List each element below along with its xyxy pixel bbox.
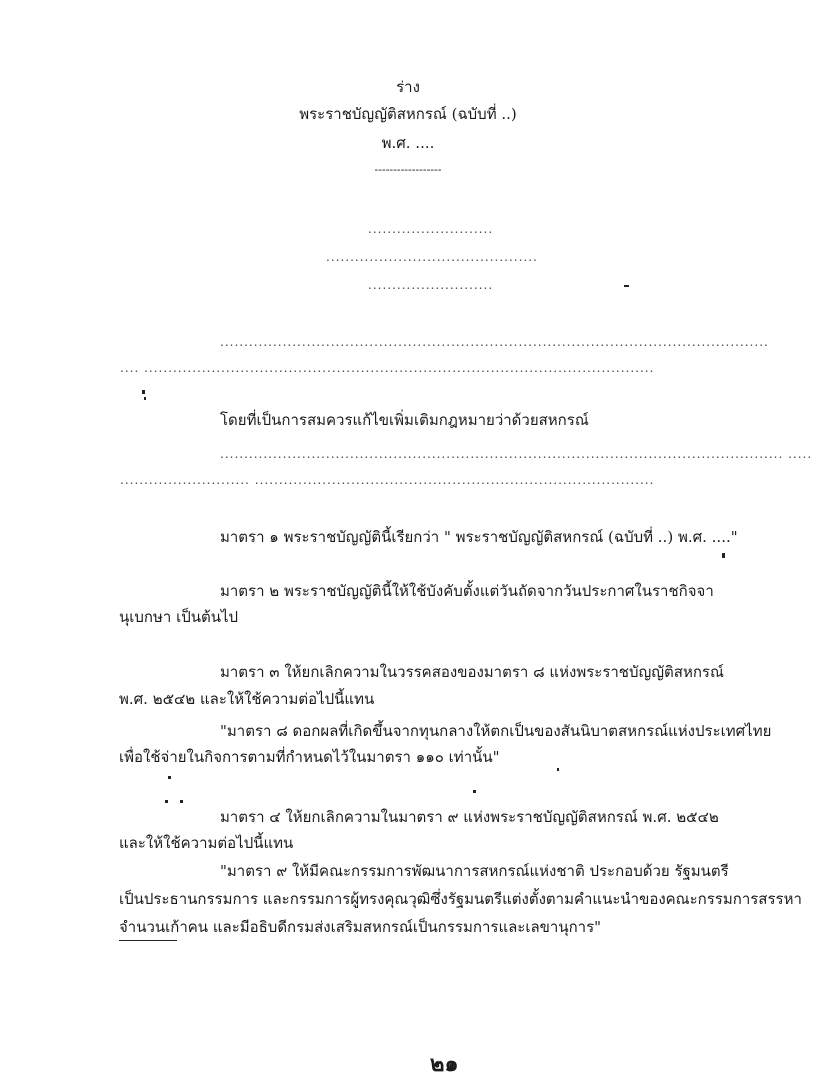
- page-number: ๒๑: [430, 1051, 459, 1077]
- title-rule: ------------------: [374, 163, 442, 176]
- section-4-line-1: มาตรา ๔ ให้ยกเลิกความในมาตรา ๙ แห่งพระราชบัญญัติสหกรณ์ พ.ศ. ๒๕๔๒: [220, 808, 719, 826]
- scan-speck: [722, 553, 725, 558]
- scan-speck: [165, 800, 168, 803]
- underline-mark: [119, 940, 177, 941]
- section-1: มาตรา ๑ พระราชบัญญัตินี้เรียกว่า " พระราชบัญญัติสหกรณ์ (ฉบับที่ ..) พ.ศ. ....": [220, 528, 738, 546]
- preamble-dots-para-a: ..................................................................................................................: [220, 335, 769, 349]
- preamble-dots-1: ..........................: [368, 222, 494, 236]
- document-title: พระราชบัญญัติสหกรณ์ (ฉบับที่ ..): [299, 105, 517, 123]
- scan-speck: [473, 790, 476, 793]
- scan-speck: [180, 800, 183, 803]
- reason-dots-a: ..................................................................................................................... .....: [220, 447, 813, 461]
- section-3-line-1: มาตรา ๓ ให้ยกเลิกความในวรรคสองของมาตรา ๘ แห่งพระราชบัญญัติสหกรณ์: [220, 663, 724, 681]
- preamble-dots-2: ............................................: [326, 250, 538, 264]
- scan-speck: [142, 390, 145, 394]
- section-4-line-2: และให้ใช้ความต่อไปนี้แทน: [119, 834, 294, 852]
- section-3-line-2: พ.ศ. ๒๕๔๒ และให้ใช้ความต่อไปนี้แทน: [119, 690, 375, 708]
- section-4-quote-line-1: "มาตรา ๙ ให้มีคณะกรรมการพัฒนาการสหกรณ์แห่งชาติ ประกอบด้วย รัฐมนตรี: [220, 862, 729, 880]
- scan-speck: [557, 768, 559, 771]
- scan-speck: [144, 397, 146, 400]
- section-4-quote-line-2: เป็นประธานกรรมการ และกรรมการผู้ทรงคุณวุฒิซึ่งรัฐมนตรีแต่งตั้งตามคำแนะนำของคณะกรรมการสรรหา: [119, 890, 802, 908]
- section-4-quote-line-3: จำนวนเก้าคน และมีอธิบดีกรมส่งเสริมสหกรณ์เป็นกรรมการและเลขานุการ": [119, 918, 602, 936]
- section-3-quote-line-2: เพื่อใช้จ่ายในกิจการตามที่กำหนดไว้ในมาตรา ๑๑๐ เท่านั้น": [119, 748, 500, 766]
- preamble-dots-para-b: .... ..........................................................................................................: [120, 361, 655, 375]
- draft-label: ร่าง: [396, 78, 420, 96]
- reason-text: โดยที่เป็นการสมควรแก้ไขเพิ่มเติมกฎหมายว่าด้วยสหกรณ์: [220, 411, 589, 429]
- scan-speck: [624, 285, 629, 287]
- document-year: พ.ศ. ....: [381, 134, 435, 152]
- scan-speck: [168, 776, 171, 779]
- section-3-quote-line-1: "มาตรา ๘ ดอกผลที่เกิดขึ้นจากทุนกลางให้ตกเป็นของสันนิบาตสหกรณ์แห่งประเทศไทย: [220, 722, 772, 740]
- section-2-line-2: นุเบกษา เป็นต้นไป: [119, 608, 239, 626]
- reason-dots-b: ........................... ...................................................................................: [120, 473, 655, 487]
- preamble-dots-3: ..........................: [368, 278, 494, 292]
- section-2-line-1: มาตรา ๒ พระราชบัญญัตินี้ให้ใช้บังคับตั้งแต่วันถัดจากวันประกาศในราชกิจจา: [220, 582, 714, 600]
